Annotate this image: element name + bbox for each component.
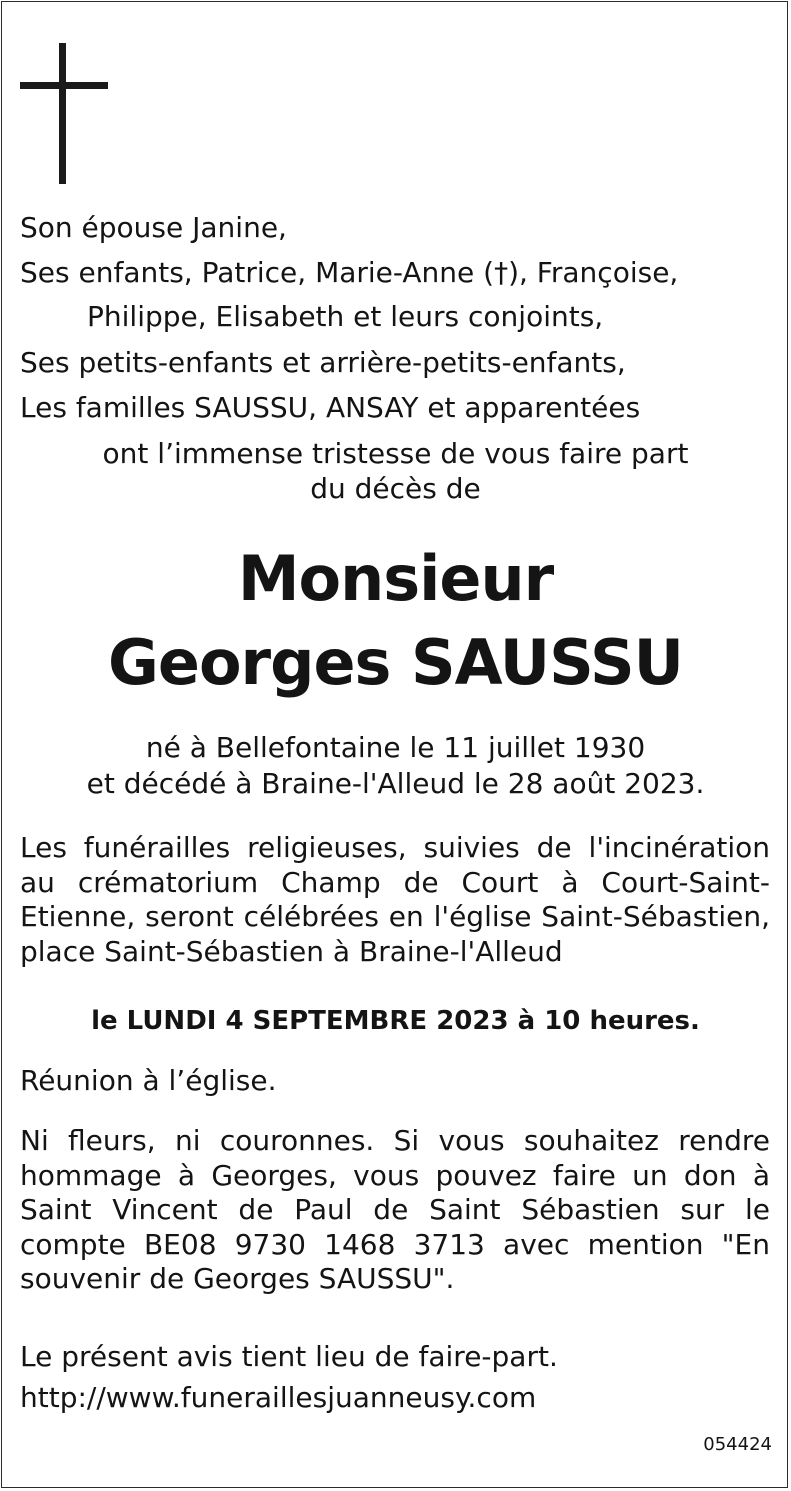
funeral-date-time: le LUNDI 4 SEPTEMBRE 2023 à 10 heures. bbox=[91, 1006, 700, 1036]
announce-line-1: ont l’immense tristesse de vous faire part bbox=[102, 437, 689, 470]
deceased-title: Monsieur bbox=[237, 542, 554, 615]
cross-vertical-bar bbox=[59, 43, 66, 184]
family-line-grandchildren: Ses petits-enfants et arrière-petits-enfants, bbox=[20, 346, 626, 379]
reference-number: 054424 bbox=[703, 1434, 772, 1455]
family-line-children: Ses enfants, Patrice, Marie-Anne (†), Françoise, bbox=[20, 256, 679, 289]
website-link[interactable]: http://www.funeraillesjuanneusy.com bbox=[20, 1381, 537, 1414]
notice-line: Le présent avis tient lieu de faire-part. bbox=[20, 1340, 558, 1373]
cross-horizontal-bar bbox=[20, 82, 108, 89]
death-line: et décédé à Braine-l'Alleud le 28 août 2023. bbox=[86, 767, 705, 800]
birth-line: né à Bellefontaine le 11 juillet 1930 bbox=[145, 731, 646, 764]
funeral-paragraph: Les funérailles religieuses, suivies de l'incinération au crématorium Champ de Court à Court-Saint-Etienne, seront célébrées en l'église Saint-Sébastien, place Saint-Sébastien à Braine-l'Alleud bbox=[20, 831, 770, 968]
meeting-line: Réunion à l’église. bbox=[20, 1064, 277, 1097]
deceased-name: Georges SAUSSU bbox=[108, 626, 683, 699]
family-line-families: Les familles SAUSSU, ANSAY et apparentées bbox=[20, 391, 641, 424]
donation-paragraph: Ni fleurs, ni couronnes. Si vous souhaitez rendre hommage à Georges, vous pouvez faire un don à Saint Vincent de Paul de Saint Sébastien sur le compte BE08 9730 1468 3713 avec mention "En souvenir de Georges SAUSSU". bbox=[20, 1124, 770, 1295]
announce-line-2: du décès de bbox=[310, 472, 481, 505]
family-line-spouse: Son épouse Janine, bbox=[20, 211, 287, 244]
family-line-children-continued: Philippe, Elisabeth et leurs conjoints, bbox=[87, 300, 604, 333]
